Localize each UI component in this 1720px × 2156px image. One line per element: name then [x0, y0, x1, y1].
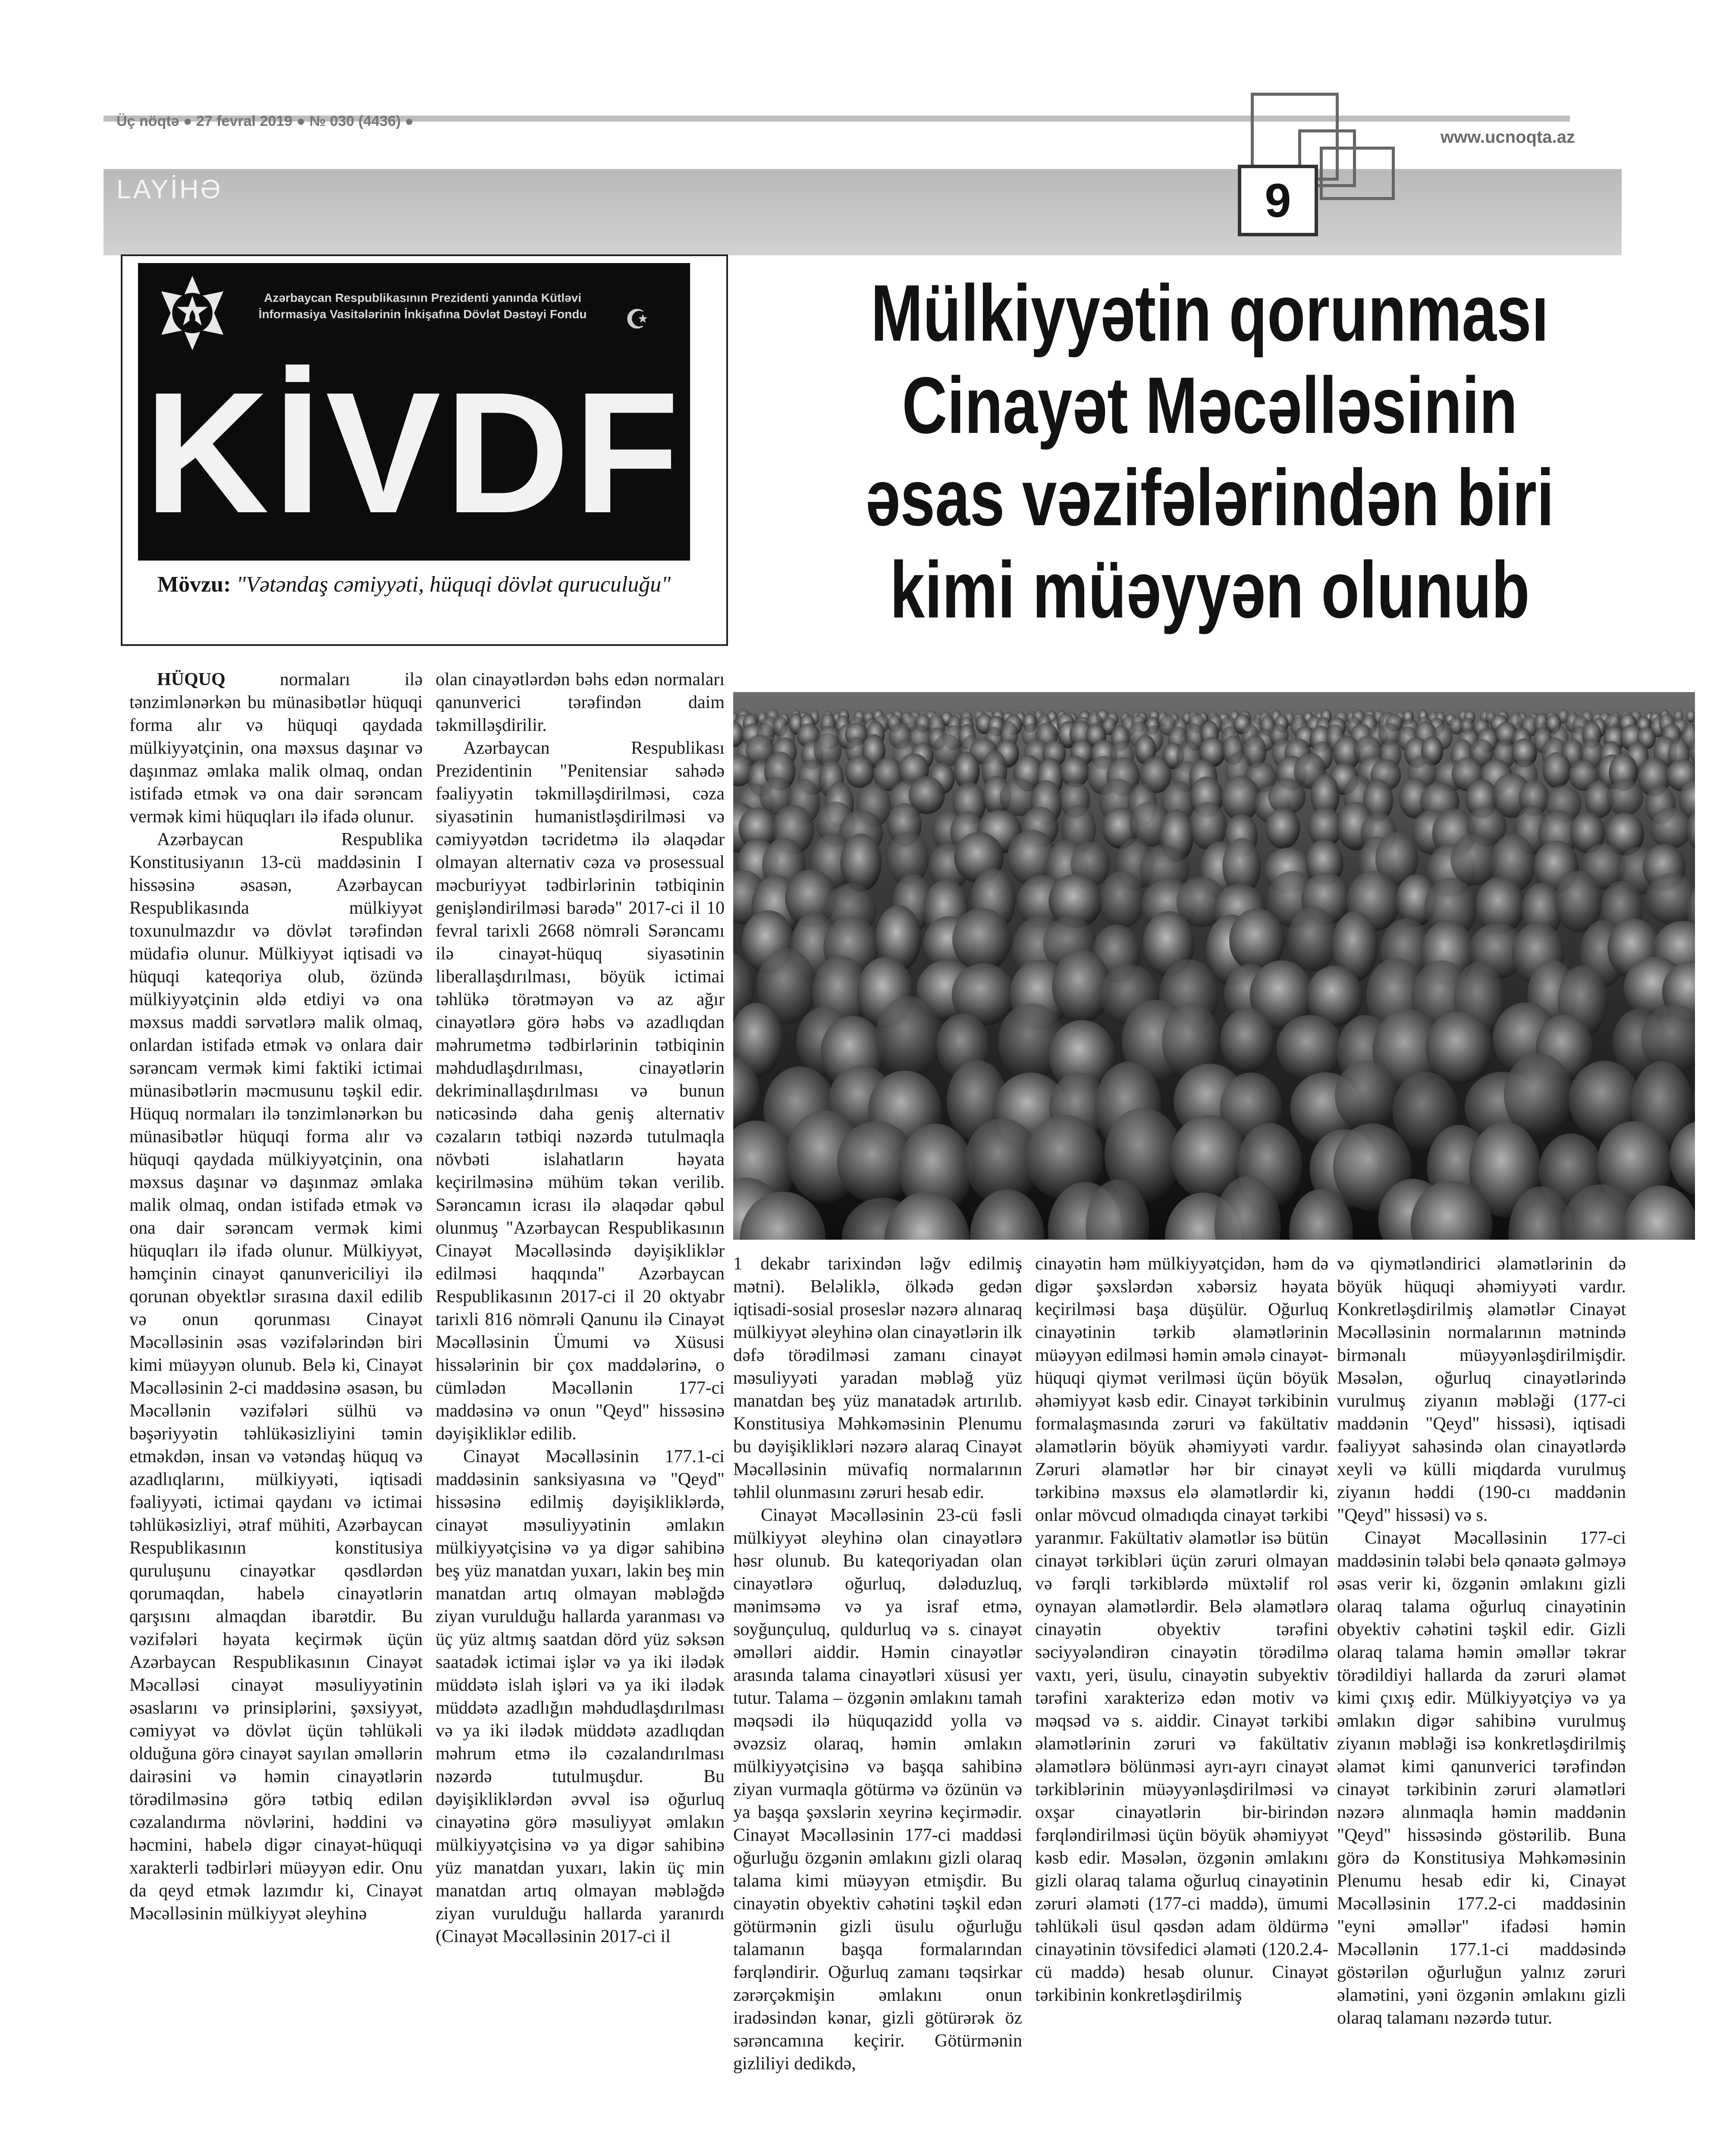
crowd-head	[1277, 1015, 1343, 1081]
article-paragraph	[436, 737, 725, 1445]
paragraph-text: Cinayət Məcəlləsinin 23-cü fəsli mülkiyyət əleyhinə olan cinayətlərə həsr olunub. Bu kateqoriyadan olan cinayətlərə oğurluq, dələduzluq, mənimsəmə və ya israf etmə, soyğunçuluq, quldurluq və s. cinayət əməlləri aiddir. Həmin cinayətlər arasında talama cinayətləri xüsusi yer tutur. Talama – özgənin əmlakını tamah məqsədi ilə hüquqazidd yolla və əvəzsiz olaraq, həmin əmlakın mülkiyyətçisinə və başqa sahibinə ziyan vurmaqla götürmə və özünün və ya başqa şəxslərin xeyrinə keçirmədir. Cinayət Məcəlləsinin 177-ci maddəsi oğurluğu özgənin əmlakını gizli olaraq talama kimi müəyyən etmişdir. Bu cinayətin obyektiv cəhətini təşkil edən götürmənin gizli üsulu oğurluğu talamanın başqa formalarından fərqləndirir. Oğurluq zamanı təqsirkar zərərçəkmişin əmlakını onun iradəsindən kənar, gizli götürərək öz sərəncamına keçirir. Götürmənin gizliliyi dedikdə,	[733, 1505, 1022, 2074]
fund-name: Azərbaycan Respublikasının Prezidenti yanında Kütləvi İnformasiya Vasitələrinin İnkişafına Dövlət Dəstəyi Fondu	[258, 291, 587, 321]
masthead-issue-info: Üç nöqtə ● 27 fevral 2019 ● № 030 (4436) ●	[116, 113, 414, 129]
paragraph-text: Azərbaycan Respublikası Prezidentinin "Penitensiar sahədə fəaliyyətin təkmilləşdirilməsi, cəza siyasətinin humanistləşdirilməsi və cəmiyyətdən təcridetmə ilə əlaqədar olmayan alternativ cəza və prosessual məcburiyyət tədbirlərinin tətbiqinin genişləndirilməsi barədə" 2017-ci il 10 fevral tarixli 2668 nömrəli Sərəncamı ilə cinayət-hüquq siyasətinin liberallaşdırılması, böyük ictimai təhlükə törətməyən və az ağır cinayətlərə görə həbs və azadlıqdan məhrumetmə tədbirlərinin tətbiqinin məhdudlaşdırılması, cinayətlərin dekriminallaşdırılması və bunun nəticəsində daha geniş alternativ cəzaların tətbiqi nəzərdə tutulmaqla növbəti islahatların həyata keçirilməsinə mühüm təkan verilib. Sərəncamın icrası ilə əlaqədar qəbul olunmuş "Azərbaycan Respublikasının Cinayət Məcəlləsində dəyişikliklər edilməsi haqqında" Azərbaycan Respublikasının 2017-ci il 20 oktyabr tarixli 816 nömrəli Qanunu ilə Cinayət Məcəlləsinin Ümumi və Xüsusi hissələrinin bir çox maddələrinə, o cümlədən Məcəllənin 177-ci maddəsinə və onun "Qeyd" hissəsinə dəyişikliklər edilib.	[436, 738, 725, 1444]
paragraph-text: olan cinayətlərdən bəhs edən normaları qanunverici tərəfindən daim təkmilləşdirilir.	[436, 670, 725, 735]
crowd-head	[1335, 1060, 1398, 1131]
paragraph-text: 1 dekabr tarixindən ləğv edilmiş mətni). Beləliklə, ölkədə gedən iqtisadi-sosial proseslər nəzərə alınaraq mülkiyyət əleyhinə olan cinayətlərin ilk dəfə törədilməsi zamanı cinayət məsuliyyəti yaradan məbləğ yüz manatdan beş yüz manatadək artırılıb. Konstitusiya Məhkəməsinin Plenumu bu dəyişiklikləri nəzərə alaraq Cinayət Məcəlləsinin müvafiq normalarının təhlil olunmasını zəruri hesab edir.	[733, 1254, 1022, 1502]
crowd-head	[1450, 834, 1497, 886]
crowd-head	[1543, 752, 1571, 788]
crowd-photo	[733, 692, 1695, 1240]
paragraph-text: Cinayət Məcəlləsinin 177.1-ci maddəsinin sanksiyasına və "Qeyd" hissəsinə edilmiş dəyişikliklərdə, cinayət məsuliyyətinin əmlakın mülkiyyətçisinə və ya digər sahibinə beş yüz manatdan yuxarı, lakin beş min manatdan artıq olmayan məbləğdə ziyan vurulduğu hallarda yaranması və üç yüz altmış saatdan dörd yüz səksən saatadək ictimai işlər və ya iki ilədək müddətə islah işləri və ya iki ilədək müddətə azadlığın məhdudlaşdırılması və ya iki ilədək müddətə azadlıqdan məhrum etmə ilə cəzalandırılması nəzərdə tutulmuşdur. Bu dəyişikliklərdən əvvəl isə oğurluq cinayətinə görə məsuliyyət əmlakın mülkiyyətçisinə və ya digər sahibinə yüz manatdan yuxarı, lakin üç min manatdan artıq olmayan məbləğdə ziyan vurulduğu hallarda yaranırdı (Cinayət Məcəlləsinin 2017-ci il	[436, 1447, 725, 1946]
article-paragraph	[436, 668, 725, 737]
section-label: LAYİHƏ	[116, 175, 223, 204]
crescent-star-icon: ☪	[625, 305, 649, 334]
crowd-head	[1426, 1011, 1493, 1084]
paragraph-text: və qiymətləndirici əlamətlərinin də böyük hüquqi əhəmiyyəti vardır. Konkretləşdirilmiş əlamətlər Cinayət Məcəlləsinin normalarının mətnində birmənalı müəyyənləşdirilmişdir. Məsələn, oğurluq cinayətlərində vurulmuş ziyanın məbləği (177-ci maddənin "Qeyd" hissəsi), iqtisadi fəaliyyət sahəsində olan cinayətlərdə xeyli və külli miqdarda vurulmuş ziyanın həddi (190-cı maddənin "Qeyd" hissəsi) və s.	[1337, 1254, 1626, 1525]
paragraph-text: Cinayət Məcəlləsinin 177-ci maddəsinin tələbi belə qənaətə gəlməyə əsas verir ki, özgənin əmlakını gizli olaraq talama oğurluq cinayətinin obyektiv cəhətini təşkil edir. Gizli olaraq talama həmin əməllər təkrar törədildiyi hallarda da zəruri əlamət kimi çıxış edir. Mülkiyyətçiyə və ya əmlakın digər sahibinə vurulmuş ziyanın məbləği isə konkretləşdirilmiş əlamət kimi qanunverici tərəfindən cinayət tərkibinin zəruri əlamətləri nəzərə alınmaqla həmin maddənin "Qeyd" hissəsində göstərilib. Buna görə də Konstitusiya Məhkəməsinin Plenumu hesab edir ki, Cinayət Məcəlləsinin 177.2-ci maddəsinin "eyni əməllər" ifadəsi həmin Məcəllənin 177.1-ci maddəsində göstərilən oğurluğun yalnız zəruri əlamətini, yəni özgənin əmlakını gizli olaraq talamanı nəzərdə tutur.	[1337, 1528, 1626, 2028]
crowd-head	[1265, 808, 1300, 849]
article-column-3	[733, 1253, 1022, 2075]
topic-label: Mövzu:	[157, 572, 231, 597]
crowd-head	[841, 834, 882, 892]
crowd-head	[1607, 779, 1643, 816]
article-column-2	[436, 668, 725, 1948]
crowd-head	[1220, 1008, 1274, 1072]
topic-text: "Vətəndaş cəmiyyəti, hüquqi dövlət quruculuğu"	[236, 572, 671, 597]
article-column-4	[1035, 1253, 1328, 2007]
topic-caption	[138, 571, 690, 598]
article-column-1	[129, 668, 423, 1925]
article-paragraph	[1035, 1253, 1328, 2007]
article-paragraph	[733, 1253, 1022, 1504]
paragraph-text: normaları ilə tənzimlənərkən bu münasibətlər hüquqi forma alır və hüquqi qaydada mülkiyyətçinin, ona məxsus daşınar və daşınmaz əmlaka malik olmaq, ondan istifadə etmək və ona dair sərəncam vermək kimi hüquqları ilə ifadə olunur.	[129, 670, 423, 827]
crowd-head	[1650, 808, 1692, 849]
kivdf-abbreviation: KİVDF	[144, 356, 684, 549]
paragraph-text: Azərbaycan Respublika Konstitusiyanın 13-cü maddəsinin I hissəsinə əsasən, Azərbaycan Respublikasında mülkiyyət toxunulmazdır və dövlət tərəfindən müdafiə olunur. Mülkiyyət iqtisadi və hüquqi kateqoriya olub, özündə mülkiyyətçinin əldə etdiyi və ona məxsus maddi sərvətlərə malik olmaq, onlardan istifadə etmək və onlara dair sərəncam vermək kimi faktiki ictimai münasibətlərin məcmusunu təşkil edir. Hüquq normaları ilə tənzimlənərkən bu münasibətlər hüquqi forma alır və hüquqi qaydada mülkiyyətçinin, ona məxsus daşınar və daşınmaz əmlaka malik olmaq, ondan istifadə etmək və ona dair sərəncam vermək kimi hüquqları ilə ifadə olunur. Mülkiyyət, həmçinin cinayət qanunvericiliyi ilə qorunan obyektlər sırasına daxil edilib və onun qorunması Cinayət Məcəlləsinin əsas vəzifələrindən biri kimi müəyyən olunub. Belə ki, Cinayət Məcəlləsinin 2-ci maddəsinə əsasən, bu Məcəllənin vəzifələri sülhü və bəşəriyyətin təhlükəsizliyini təmin etməkdən, insan və vətəndaş hüquq və azadlıqlarını, mülkiyyəti, iqtisadi fəaliyyəti, ictimai qaydanı və ictimai təhlükəsizliyi, ətraf mühiti, Azərbaycan Respublikasının konstitusiya quruluşunu cinayətkar qəsdlərdən qorumaqdan, habelə cinayətlərin qarşısını almaqdan ibarətdir. Bu vəzifələri həyata keçirmək üçün Azərbaycan Respublikasının Cinayət Məcəlləsi cinayət məsuliyyətinin əsaslarını və prinsiplərini, şəxsiyyət, cəmiyyət və dövlət üçün təhlükəli olduğuna görə cinayət sayılan əməllərin dairəsini və həmin cinayətlərin törədilməsinə görə tətbiq edilən cəzalandırma növlərini, həddini və həcmini, habelə digər cinayət-hüquqi xarakterli tədbirləri müəyyən edir. Onu da qeyd etmək lazımdır ki, Cinayət Məcəlləsinin mülkiyyət əleyhinə	[129, 830, 423, 1924]
crowd-head	[845, 755, 874, 788]
article-paragraph	[436, 1445, 725, 1948]
article-paragraph	[733, 1504, 1022, 2075]
article-paragraph	[1337, 1527, 1626, 2030]
website-url: www.ucnoqta.az	[1441, 128, 1575, 147]
decor-square-icon	[1320, 147, 1395, 200]
article-headline: Mülkiyyətin qorunması Cinayət Məcəlləsinin əsas vəzifələrindən biri kimi müəyyən olunub	[865, 269, 1554, 635]
article-paragraph	[129, 828, 423, 1925]
crowd-head	[1100, 871, 1145, 929]
page-number: 9	[1238, 165, 1318, 236]
article-paragraph	[129, 668, 423, 828]
lead-word: HÜQUQ	[157, 670, 226, 689]
crowd-head	[876, 996, 942, 1077]
paragraph-text: cinayətin həm mülkiyyətçidən, həm də digər şəxslərdən xəbərsiz həyata keçirilməsi başa düşülür. Oğurluq cinayətinin tərkib əlamətlərinin müəyyən edilməsi həmin əmələ cinayət-hüquqi qiymət verilməsi üçün böyük əhəmiyyət kəsb edir. Cinayət tərkibinin formalaşmasında zəruri və fakültativ əlamətlərin böyük əhəmiyyəti vardır. Zəruri əlamətlər hər bir cinayət tərkibinə məxsus elə əlamətlərdir ki, onlar mövcud olmadıqda cinayət tərkibi yaranmır. Fakültativ əlamətlər isə bütün cinayət tərkibləri üçün zəruri olmayan və fərqli tərkiblərdə müxtəlif rol oynayan əlamətlərdir. Belə əlamətlərə cinayətin obyektiv tərəfini səciyyələndirən cinayətin törədilmə vaxtı, yeri, üsulu, cinayətin subyektiv tərəfini xarakterizə edən motiv və məqsəd və s. aiddir. Cinayət tərkibi əlamətlərinin zəruri və fakültativ əlamətlərə bölünməsi ayrı-ayrı cinayət tərkiblərinin müəyyənləşdirilməsi və oxşar cinayətlərin bir-birindən fərqləndirilməsi üçün böyük əhəmiyyət kəsb edir. Məsələn, özgənin əmlakını gizli olaraq talama oğurluq cinayətinin zəruri əlaməti (177-ci maddə), ümumi təhlükəli üsul qəsdən adam öldürmə cinayətinin tövsifedici əlaməti (120.2.4-cü maddə) hesab olunur. Cinayət tərkibinin konkretləşdirilmiş	[1035, 1254, 1328, 2005]
article-paragraph	[1337, 1253, 1626, 1527]
crowd-head	[952, 908, 1011, 971]
crowd-head	[1288, 907, 1338, 971]
article-column-5	[1337, 1253, 1626, 2030]
azerbaijan-emblem-icon	[154, 274, 231, 352]
